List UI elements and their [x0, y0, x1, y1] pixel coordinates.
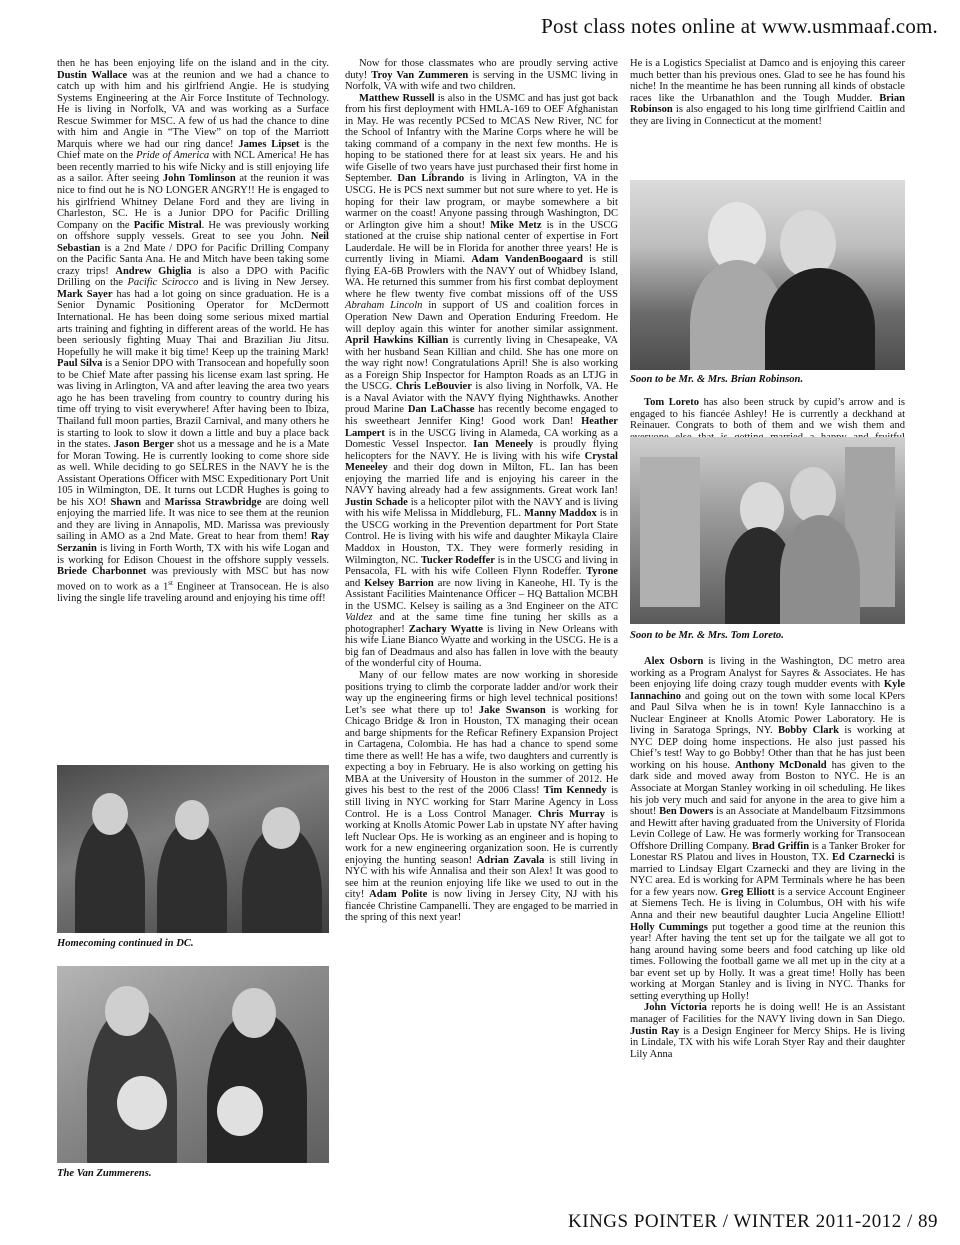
article-column-3-mid: Tom Loreto has also been struck by cupid’s arrow and is engaged to his fiancée Ashley! He is currently a deckhand at Reinauer. Congrats to both of them and we wish them and	[630, 397, 905, 432]
photo-caption: The Van Zummerens.	[57, 1168, 152, 1179]
article-column-1: then he has been enjoying life on the island and in the city. Dustin Wallace was at the reunion and we had a chance to catch up with him and his girlfriend Angie. He is studying Systems Engineering at the Air Force Institute of Technology. He is living in Norfolk, VA and was working as a Surface Rescue Swimmer for MSC. A few of us had the chance to dine with him and Angie in “The View” on top of the Marriott Marquis where we had our ring dance! James Lipset is the Chief mate on the Pride of America with NCL America! He has been recently married to his wife Nicky and is still enjoying life as a sailor. After seeing John Tomlinson at the reunion it was nice to find out he is NO LONGER ANGRY!! He is engaged to his girlfriend Whitney Delane Ford and they are living in Charleston, SC. He is a Junior DPO for Pacific Drilling Company on the Pacific Mistral. He was previously working on offshore supply vessels. Great to see you John. Neil Sebastian is a 2nd Mate / DPO for Pacific Drilling Company on the Pacific Santa Ana. He and Mitch have been taking some crazy trips! Andrew Ghiglia is also a DPO with Pacific Drilling on the Pacific Scirocco and is living in New Jersey. Mark Sayer has had a lot going on since graduation. He is a Senior Dynamic Positioning Operator for McDermott International. He has been doing some serious mixed martial arts training and fighting in different areas of the world. He has been seriously fighting Muay Thai and Brazilian Jiu Jitsu. Hopefully he will make it big time! Keep up the training Mark! Paul Silva is a Senior DPO with Transocean and hopefully soon to be Chief Mate after passing his license exam last spring. He was living in Arlington, VA and after leaving the area two years ago he has been traveling from country to country during his time off trying to visit everywhere! After having been to Ibiza, Thailand full moon parties, Brazil Carnival, and many others he is starting to look to slow it down a little and buy a place back in the states. Jason Berger shot us a message and he is a Mate for Moran Towing. He is currently looking to come shore side as well. While deciding to go SELRES in the NAVY he is the Assistant Operations Officer with MSC Expeditionary Port Unit 105 in Wilmington, DE. It turns out LCDR Hughes is going to be his XO! Shawn and Marissa Strawbridge are doing well enjoying the married life. It was nice to see them at the reunion and they are living in Annapolis, MD. Marissa was previously sailing in AMO as a 2nd Mate. Great to hear from them! Ray Serzanin is living in Forth Worth, TX with his wife Logan and is working for Edison Chouest in the offshore supply vessels. Briede Charbonnet was previously with MSC but has now moved on to work as a 1st Engineer at Transocean. He is also living the single life traveling around and enjoying his time off!	[57, 58, 330, 604]
couple-loreto-photo	[630, 437, 905, 624]
three-men-photo	[57, 765, 329, 933]
article-column-2: Now for those classmates who are proudly serving active duty! Troy Van Zummeren is serving in the USMC living in Norfolk, VA with wife and two children. Matthew Russell is also in the USMC and has just got back from his first deployment with HMLA-169 to OEF Afghanistan in May. He was recently PCSed to MCAS New River, NC for the School of Infantry with the Marine Corps where he will be taking command of a company in the next few months. He is hoping to be stationed there for at least six years. He and his wife Giselle of two years have just purchased their first home in September. Dan Librando is living in Arlington, VA in the USCG. He is PCS next summer but not sure where to yet. He is hoping for their law program, or maybe somewhere a bit warmer on the coast! Anyone passing through Washington, DC or Arlington give him a shout! Mike Metz is in the USCG stationed at the cruise ship national center of expertise in Fort Lauderdale. He will be in Florida for another three years! He is currently living in Miami. Adam VandenBoogaard is still flying EA-6B Prowlers with the NAVY out of Whidbey Island, WA. He returned this summer from his first combat deployment where he flew twenty five combat missions off of the USS Abraham Lincoln in support of US and coalition forces in Operation New Dawn and Operation Enduring Freedom. He will deploy again this winter for another similar assignment. April Hawkins Killian is currently living in Chesapeake, VA with her husband Sean Killian and child. She has one more on the way right now! Congratulations April! She is also working as a Foreign Ship Inspector for Hampton Roads as an LTJG in the USCG. Chris LeBouvier is also living in Norfolk, VA. He is a Naval Aviator with the NAVY flying Nighthawks. Another proud Marine Dan LaChasse has recently become engaged to his sweetheart Jennifer King! Good work Dan! Heather Lampert is in the USCG living in Alameda, CA working as a Domestic Vessel Inspector. Ian Meneely is proudly flying helicopters for the NAVY. He is living with his wife Crystal Meneeley and their dog down in Milton, FL. Ian has been enjoying the married life and is enjoying his career in the NAVY having already had a few assignments. Great work Ian! Justin Schade is a helicopter pilot with the NAVY and is living with his wife Melissa in Middleburg, FL. Manny Maddox is in the USCG working in the Prevention department for Port State Control. He is living with his wife and daughter Mikayla Claire Maddox in Houston, TX. They were formerly residing in Wilmington, NC. Tucker Rodeffer is in the USCG and living in Pensacola, FL with his wife Colleen Flynn Rodeffer. Tyrone and Kelsey Barrion are now living in Kaneohe, HI. Ty is the Assistant Facilities Maintenance Officer – HQ Battalion MCBH in the USMC. Kelsey is sailing as a 3nd Engineer on the ATC Valdez and at the same time fine tuning her skills as a photographer! Zachary Wyatte is living in New Orleans with his wife Liane Bianco Wyatte and working in the USCG. He is a big fan of Deadmaus and also has fallen in love with the beauty of the wonderful city of Houma. Many of our fellow mates are now working in shoreside positions trying to climb the corporate ladder and/or work their way up the engineering firms or high level technical positions! Let’s see what there up to! Jake Swanson is working for Chicago Bridge & Iron in Houston, TX managing their ocean and barge shipments for the Reficar Refinery Expansion Project in Cartagena, Colombia. He has had a chance to spend some time there as well! He has a wife, two daughters and currently is expecting a boy in February. He is also working on getting his MBA at the University of Houston in the summer of 2012. He gives his best to the rest of the 2006 Class! Tim Kennedy is still living in NYC working for Starr Marine Agency in Loss Control. He is a Loss Control Manager. Chris Murray is working at Knolls Atomic Power Lab in upstate NY after having left Nuclear Ops. He is working as an engineer and is hoping to work for a new engineering organization soon. He is currently enjoying the hunting season! Adrian Zavala is still living in NYC with his wife Annalisa and their son Alex! It was good to see him at the reunion enjoying life like we used to out in the city! Adam Polite is now living in Jersey City, NJ with his fiancée Christine Campanelli. They are engaged to be married in the spring of this next year!	[345, 58, 619, 924]
couple-robinson-photo	[630, 180, 905, 370]
photo-caption: Homecoming continued in DC.	[57, 938, 194, 949]
family-photo	[57, 966, 329, 1163]
page-footer: KINGS POINTER / WINTER 2011-2012 / 89	[568, 1211, 938, 1232]
article-column-3-top: He is a Logistics Specialist at Damco and is enjoying this career much better than his previous ones. Glad to see he has found his niche! In the meantime he has been running all kinds of obstacle races like the Urbanathlon and the Tough Mudder. Brian Robinson is also engaged to his long time girlfriend Caitlin and they are living in Connecticut at the moment!	[630, 58, 905, 127]
article-column-3-bottom: Alex Osborn is living in the Washington, DC metro area working as a Program Analyst for Sayres & Associates. He has been enjoying life doing crazy tough mudder events with Kyle Iannachino and going out on the town with some local KPers and Paul Silva when he is in town! Kyle Iannacchino is a Nuclear Engineer at Knolls Atomic Power Laboratory. He is living in Saratoga Springs, NY. Bobby Clark is working at NYC DEP doing home inspections. He also just passed his Chief’s test! Way to go Bobby! Other than that he has just been working on his house. Anthony McDonald has given to the dark side and moved away from Boston to NYC. He is an Associate at Morgan Stanley working in oil scheduling. He likes his job very much and said for anyone in the area to give him a shout! Ben Dowers is an Associate at Mandelbaum Fitzsimmons and Hewitt after having graduated from the University of Florida Levin College of Law. He was formerly working for Transocean Offshore Drilling Company. Brad Griffin is a Tanker Broker for Lonestar RS Platou and lives in Houston, TX. Ed Czarnecki is married to Lindsay Elgart Czarnecki and they are living in the NYC area. Ed is working for APM Terminals where he has been for a few years now. Greg Elliott is a service Account Engineer at Siemens Tech. He is living in Columbus, OH with his wife Anna and their new beautiful daughter Lucia Angeline Elliott! Holly Cummings put together a good time at the reunion this year! After having the tent set up for the tailgate we all got to hang around having some beers and food catching up like old times. Following the football game we all met up in the city at a bar event set up by Holly. It was a great time! Holly has been working at Morgan Stanley and is living in NYC. Thanks for setting everything up Holly! John Victoria reports he is doing well! He is an Assistant manager of Facilities for the NAVY living down in San Diego. Justin Ray is a Design Engineer for Mercy Ships. He is living in Lindale, TX with his wife Lorah Styer Ray and their daughter Lily Anna	[630, 656, 905, 1060]
page-header-note: Post class notes online at www.usmmaaf.com.	[541, 14, 938, 38]
photo-caption: Soon to be Mr. & Mrs. Brian Robinson.	[630, 374, 804, 385]
photo-caption: Soon to be Mr. & Mrs. Tom Loreto.	[630, 630, 784, 641]
